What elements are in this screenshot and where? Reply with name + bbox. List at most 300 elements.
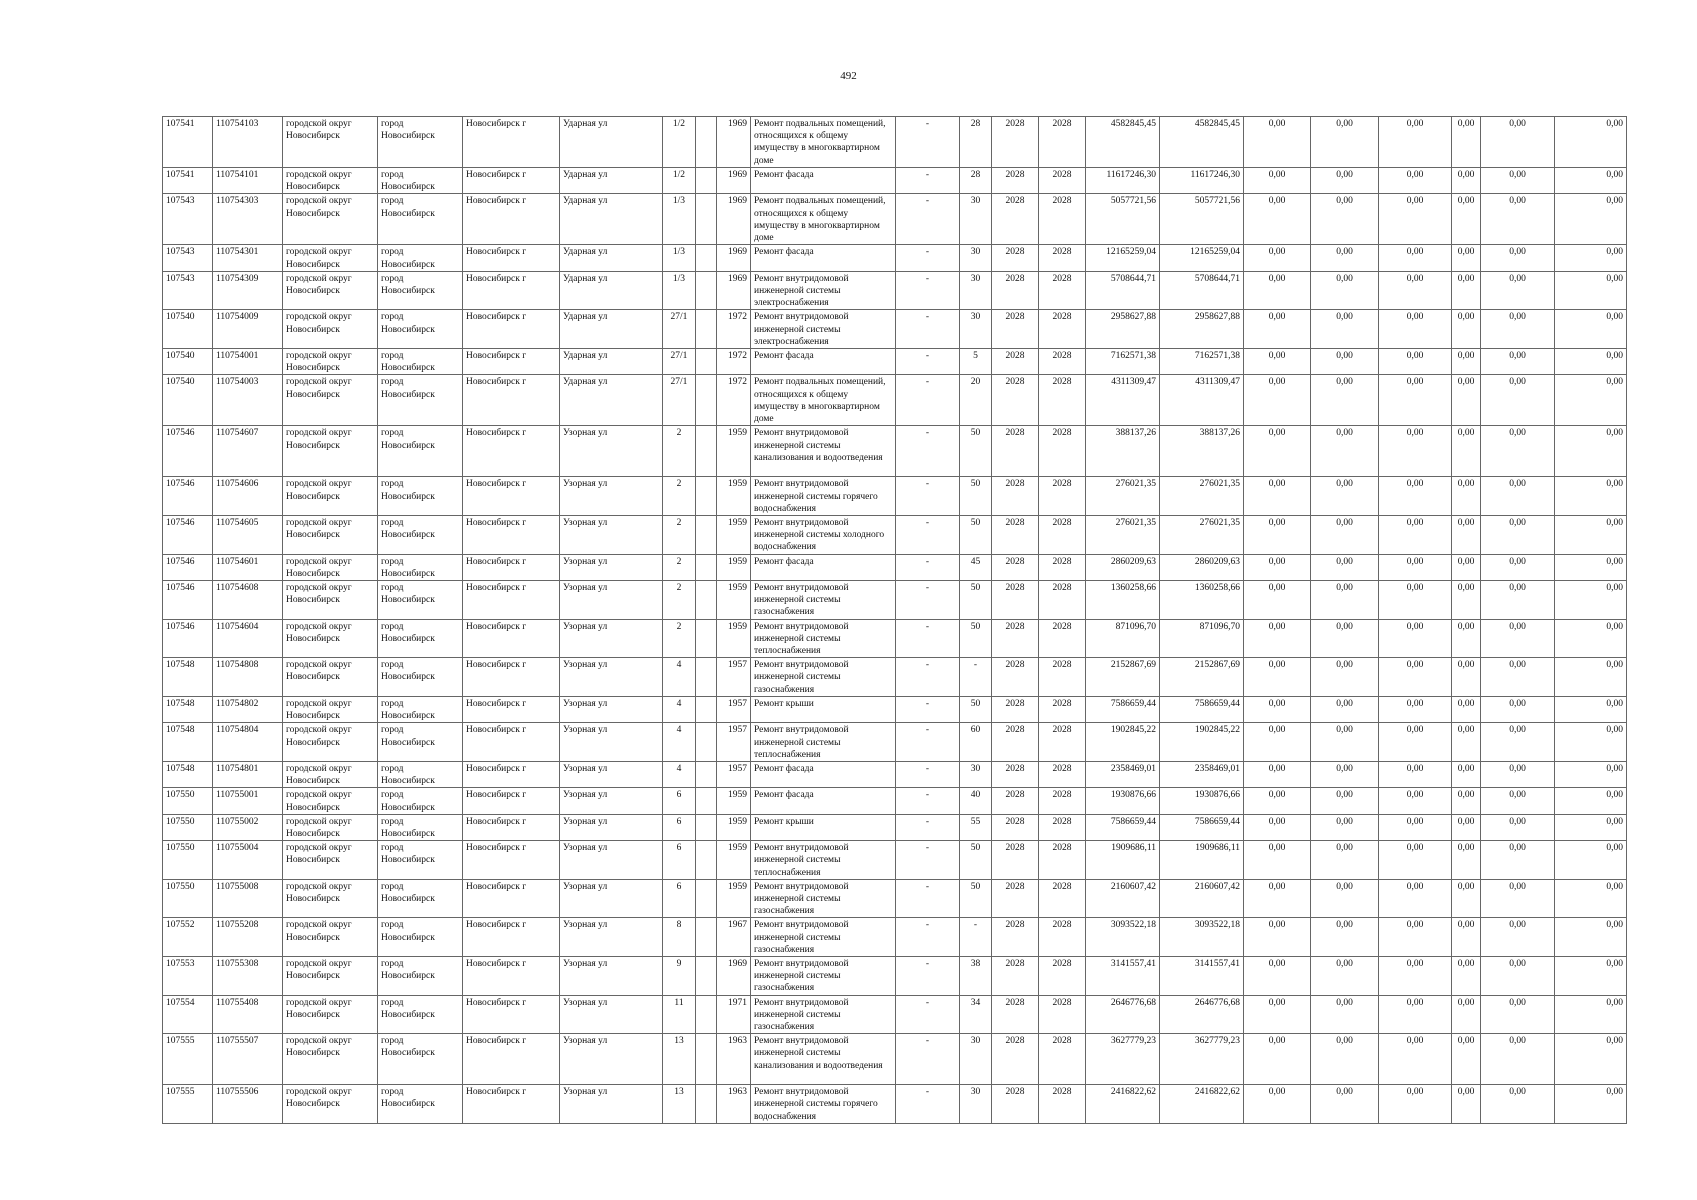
- cell-house: 27/1: [663, 375, 696, 426]
- cell-val-4: 0,00: [1452, 271, 1481, 310]
- cell-val-2: 0,00: [1311, 761, 1379, 787]
- cell-cost-total: 276021,35: [1086, 516, 1160, 555]
- cell-street: Ударная ул: [560, 310, 663, 349]
- cell-dash: -: [896, 375, 960, 426]
- cell-building: [696, 271, 717, 310]
- cell-dash: -: [896, 658, 960, 697]
- cell-item-id: 110755008: [213, 879, 283, 918]
- cell-wear: 34: [960, 995, 992, 1034]
- cell-plan-year-start: 2028: [992, 918, 1039, 957]
- cell-val-4: 0,00: [1452, 995, 1481, 1034]
- cell-plan-year-end: 2028: [1039, 117, 1086, 168]
- cell-house: 2: [663, 581, 696, 620]
- cell-work-type: Ремонт внутридомовой инженерной системы газоснабжения: [751, 658, 896, 697]
- cell-wear: 28: [960, 168, 992, 194]
- cell-val-3: 0,00: [1379, 477, 1452, 516]
- cell-wear: 30: [960, 271, 992, 310]
- cell-settlement: город Новосибирск: [378, 117, 463, 168]
- cell-city: Новосибирск г: [463, 245, 560, 271]
- cell-dash: -: [896, 477, 960, 516]
- cell-building: [696, 310, 717, 349]
- cell-val-5: 0,00: [1481, 995, 1555, 1034]
- table-row: [163, 245, 1627, 271]
- cell-reg-id: 107546: [163, 619, 213, 658]
- cell-house: 2: [663, 516, 696, 555]
- cell-val-4: 0,00: [1452, 1034, 1481, 1085]
- cell-year: 1957: [717, 761, 751, 787]
- cell-work-type: Ремонт внутридомовой инженерной системы электроснабжения: [751, 310, 896, 349]
- cell-val-2: 0,00: [1311, 1085, 1379, 1124]
- cell-dash: -: [896, 788, 960, 814]
- cell-val-3: 0,00: [1379, 194, 1452, 245]
- cell-dash: -: [896, 516, 960, 555]
- cell-settlement: город Новосибирск: [378, 477, 463, 516]
- cell-val-4: 0,00: [1452, 194, 1481, 245]
- cell-work-type: Ремонт внутридомовой инженерной системы теплоснабжения: [751, 723, 896, 762]
- cell-val-2: 0,00: [1311, 814, 1379, 840]
- cell-val-6: 0,00: [1555, 841, 1627, 880]
- cell-cost-total: 12165259,04: [1086, 245, 1160, 271]
- cell-work-type: Ремонт фасада: [751, 245, 896, 271]
- cell-work-type: Ремонт внутридомовой инженерной системы теплоснабжения: [751, 619, 896, 658]
- cell-settlement: город Новосибирск: [378, 696, 463, 722]
- cell-val-2: 0,00: [1311, 879, 1379, 918]
- cell-year: 1963: [717, 1085, 751, 1124]
- cell-val-1: 0,00: [1244, 619, 1311, 658]
- cell-work-type: Ремонт внутридомовой инженерной системы электроснабжения: [751, 271, 896, 310]
- cell-plan-year-start: 2028: [992, 310, 1039, 349]
- cell-val-3: 0,00: [1379, 375, 1452, 426]
- cell-val-2: 0,00: [1311, 477, 1379, 516]
- cell-plan-year-end: 2028: [1039, 349, 1086, 375]
- cell-plan-year-start: 2028: [992, 788, 1039, 814]
- cell-district: городской округ Новосибирск: [283, 879, 378, 918]
- cell-city: Новосибирск г: [463, 581, 560, 620]
- cell-plan-year-end: 2028: [1039, 918, 1086, 957]
- cell-district: городской округ Новосибирск: [283, 516, 378, 555]
- cell-val-5: 0,00: [1481, 117, 1555, 168]
- cell-wear: -: [960, 918, 992, 957]
- cell-val-6: 0,00: [1555, 375, 1627, 426]
- cell-val-2: 0,00: [1311, 516, 1379, 555]
- cell-building: [696, 619, 717, 658]
- cell-val-1: 0,00: [1244, 426, 1311, 477]
- cell-year: 1959: [717, 788, 751, 814]
- cell-plan-year-start: 2028: [992, 619, 1039, 658]
- cell-reg-id: 107541: [163, 168, 213, 194]
- cell-plan-year-end: 2028: [1039, 581, 1086, 620]
- cell-cost-fund: 1909686,11: [1160, 841, 1244, 880]
- cell-house: 6: [663, 879, 696, 918]
- cell-district: городской округ Новосибирск: [283, 658, 378, 697]
- cell-district: городской округ Новосибирск: [283, 696, 378, 722]
- cell-house: 4: [663, 723, 696, 762]
- cell-plan-year-start: 2028: [992, 349, 1039, 375]
- cell-val-1: 0,00: [1244, 245, 1311, 271]
- cell-val-3: 0,00: [1379, 841, 1452, 880]
- cell-house: 2: [663, 619, 696, 658]
- cell-reg-id: 107546: [163, 581, 213, 620]
- cell-item-id: 110754309: [213, 271, 283, 310]
- cell-val-1: 0,00: [1244, 879, 1311, 918]
- cell-val-2: 0,00: [1311, 788, 1379, 814]
- cell-wear: 50: [960, 426, 992, 477]
- cell-val-5: 0,00: [1481, 1085, 1555, 1124]
- cell-reg-id: 107540: [163, 349, 213, 375]
- cell-val-6: 0,00: [1555, 723, 1627, 762]
- cell-item-id: 110755308: [213, 956, 283, 995]
- cell-street: Ударная ул: [560, 194, 663, 245]
- cell-val-2: 0,00: [1311, 1034, 1379, 1085]
- cell-wear: 30: [960, 1085, 992, 1124]
- cell-city: Новосибирск г: [463, 956, 560, 995]
- cell-val-2: 0,00: [1311, 696, 1379, 722]
- cell-val-1: 0,00: [1244, 1034, 1311, 1085]
- cell-house: 9: [663, 956, 696, 995]
- cell-building: [696, 788, 717, 814]
- cell-work-type: Ремонт внутридомовой инженерной системы канализования и водоотведения: [751, 426, 896, 477]
- cell-item-id: 110755004: [213, 841, 283, 880]
- cell-item-id: 110754804: [213, 723, 283, 762]
- cell-cost-fund: 276021,35: [1160, 477, 1244, 516]
- cell-city: Новосибирск г: [463, 117, 560, 168]
- cell-val-4: 0,00: [1452, 814, 1481, 840]
- table-row: [163, 349, 1627, 375]
- cell-val-4: 0,00: [1452, 879, 1481, 918]
- cell-plan-year-start: 2028: [992, 271, 1039, 310]
- cell-work-type: Ремонт крыши: [751, 696, 896, 722]
- cell-work-type: Ремонт фасада: [751, 788, 896, 814]
- cell-val-5: 0,00: [1481, 375, 1555, 426]
- cell-work-type: Ремонт фасада: [751, 349, 896, 375]
- cell-settlement: город Новосибирск: [378, 554, 463, 580]
- cell-street: Узорная ул: [560, 581, 663, 620]
- cell-val-3: 0,00: [1379, 1085, 1452, 1124]
- cell-dash: -: [896, 761, 960, 787]
- cell-street: Узорная ул: [560, 619, 663, 658]
- cell-year: 1959: [717, 814, 751, 840]
- cell-cost-fund: 11617246,30: [1160, 168, 1244, 194]
- cell-cost-total: 388137,26: [1086, 426, 1160, 477]
- cell-city: Новосибирск г: [463, 723, 560, 762]
- cell-item-id: 110754607: [213, 426, 283, 477]
- cell-city: Новосибирск г: [463, 194, 560, 245]
- cell-dash: -: [896, 271, 960, 310]
- cell-item-id: 110754101: [213, 168, 283, 194]
- cell-street: Ударная ул: [560, 349, 663, 375]
- cell-building: [696, 516, 717, 555]
- cell-settlement: город Новосибирск: [378, 814, 463, 840]
- cell-dash: -: [896, 426, 960, 477]
- cell-val-3: 0,00: [1379, 761, 1452, 787]
- cell-cost-fund: 2152867,69: [1160, 658, 1244, 697]
- cell-district: городской округ Новосибирск: [283, 995, 378, 1034]
- cell-cost-total: 276021,35: [1086, 477, 1160, 516]
- cell-house: 11: [663, 995, 696, 1034]
- cell-house: 13: [663, 1085, 696, 1124]
- cell-house: 2: [663, 477, 696, 516]
- cell-cost-total: 3627779,23: [1086, 1034, 1160, 1085]
- cell-val-1: 0,00: [1244, 814, 1311, 840]
- cell-item-id: 110755506: [213, 1085, 283, 1124]
- cell-val-2: 0,00: [1311, 271, 1379, 310]
- cell-val-1: 0,00: [1244, 271, 1311, 310]
- cell-cost-total: 2416822,62: [1086, 1085, 1160, 1124]
- cell-val-3: 0,00: [1379, 995, 1452, 1034]
- cell-val-3: 0,00: [1379, 1034, 1452, 1085]
- cell-val-4: 0,00: [1452, 554, 1481, 580]
- cell-wear: 50: [960, 841, 992, 880]
- cell-val-5: 0,00: [1481, 426, 1555, 477]
- cell-city: Новосибирск г: [463, 658, 560, 697]
- cell-district: городской округ Новосибирск: [283, 814, 378, 840]
- cell-val-6: 0,00: [1555, 788, 1627, 814]
- cell-dash: -: [896, 814, 960, 840]
- cell-val-1: 0,00: [1244, 696, 1311, 722]
- cell-val-3: 0,00: [1379, 723, 1452, 762]
- cell-district: городской округ Новосибирск: [283, 194, 378, 245]
- cell-house: 1/3: [663, 271, 696, 310]
- table-row: [163, 194, 1627, 245]
- cell-street: Узорная ул: [560, 841, 663, 880]
- cell-street: Узорная ул: [560, 788, 663, 814]
- cell-year: 1969: [717, 271, 751, 310]
- cell-cost-total: 871096,70: [1086, 619, 1160, 658]
- cell-cost-fund: 7586659,44: [1160, 814, 1244, 840]
- cell-street: Узорная ул: [560, 723, 663, 762]
- cell-cost-total: 2860209,63: [1086, 554, 1160, 580]
- cell-cost-fund: 3627779,23: [1160, 1034, 1244, 1085]
- cell-val-4: 0,00: [1452, 723, 1481, 762]
- cell-cost-total: 2646776,68: [1086, 995, 1160, 1034]
- cell-plan-year-start: 2028: [992, 1034, 1039, 1085]
- cell-reg-id: 107543: [163, 245, 213, 271]
- cell-dash: -: [896, 310, 960, 349]
- table-row: [163, 581, 1627, 620]
- cell-settlement: город Новосибирск: [378, 723, 463, 762]
- cell-val-3: 0,00: [1379, 658, 1452, 697]
- cell-building: [696, 426, 717, 477]
- cell-cost-total: 5708644,71: [1086, 271, 1160, 310]
- cell-val-1: 0,00: [1244, 761, 1311, 787]
- cell-val-3: 0,00: [1379, 879, 1452, 918]
- cell-settlement: город Новосибирск: [378, 349, 463, 375]
- table-row: [163, 271, 1627, 310]
- cell-val-2: 0,00: [1311, 658, 1379, 697]
- cell-val-3: 0,00: [1379, 168, 1452, 194]
- cell-dash: -: [896, 995, 960, 1034]
- cell-house: 1/2: [663, 117, 696, 168]
- cell-street: Узорная ул: [560, 918, 663, 957]
- cell-cost-total: 3141557,41: [1086, 956, 1160, 995]
- cell-reg-id: 107548: [163, 658, 213, 697]
- cell-work-type: Ремонт внутридомовой инженерной системы горячего водоснабжения: [751, 477, 896, 516]
- cell-plan-year-start: 2028: [992, 554, 1039, 580]
- cell-city: Новосибирск г: [463, 516, 560, 555]
- cell-building: [696, 245, 717, 271]
- cell-street: Узорная ул: [560, 696, 663, 722]
- cell-cost-total: 2358469,01: [1086, 761, 1160, 787]
- cell-year: 1967: [717, 918, 751, 957]
- cell-reg-id: 107555: [163, 1034, 213, 1085]
- cell-street: Узорная ул: [560, 995, 663, 1034]
- cell-cost-fund: 1930876,66: [1160, 788, 1244, 814]
- cell-settlement: город Новосибирск: [378, 271, 463, 310]
- cell-val-5: 0,00: [1481, 918, 1555, 957]
- cell-settlement: город Новосибирск: [378, 194, 463, 245]
- cell-settlement: город Новосибирск: [378, 426, 463, 477]
- cell-dash: -: [896, 696, 960, 722]
- cell-val-5: 0,00: [1481, 879, 1555, 918]
- cell-year: 1959: [717, 879, 751, 918]
- cell-cost-fund: 2358469,01: [1160, 761, 1244, 787]
- cell-building: [696, 658, 717, 697]
- cell-val-4: 0,00: [1452, 696, 1481, 722]
- cell-val-3: 0,00: [1379, 310, 1452, 349]
- cell-val-6: 0,00: [1555, 194, 1627, 245]
- cell-plan-year-end: 2028: [1039, 879, 1086, 918]
- cell-plan-year-end: 2028: [1039, 995, 1086, 1034]
- cell-settlement: город Новосибирск: [378, 658, 463, 697]
- cell-val-2: 0,00: [1311, 245, 1379, 271]
- cell-val-2: 0,00: [1311, 956, 1379, 995]
- table-row: [163, 761, 1627, 787]
- cell-year: 1959: [717, 477, 751, 516]
- cell-cost-fund: 5057721,56: [1160, 194, 1244, 245]
- cell-dash: -: [896, 349, 960, 375]
- cell-cost-fund: 2646776,68: [1160, 995, 1244, 1034]
- cell-cost-total: 7162571,38: [1086, 349, 1160, 375]
- cell-val-2: 0,00: [1311, 194, 1379, 245]
- cell-settlement: город Новосибирск: [378, 516, 463, 555]
- cell-plan-year-end: 2028: [1039, 245, 1086, 271]
- cell-dash: -: [896, 841, 960, 880]
- cell-plan-year-end: 2028: [1039, 168, 1086, 194]
- cell-plan-year-start: 2028: [992, 956, 1039, 995]
- cell-plan-year-end: 2028: [1039, 271, 1086, 310]
- cell-item-id: 110754604: [213, 619, 283, 658]
- cell-reg-id: 107548: [163, 723, 213, 762]
- cell-val-2: 0,00: [1311, 117, 1379, 168]
- cell-item-id: 110754802: [213, 696, 283, 722]
- cell-plan-year-start: 2028: [992, 194, 1039, 245]
- cell-settlement: город Новосибирск: [378, 619, 463, 658]
- cell-city: Новосибирск г: [463, 168, 560, 194]
- cell-street: Узорная ул: [560, 761, 663, 787]
- cell-cost-total: 1909686,11: [1086, 841, 1160, 880]
- cell-street: Узорная ул: [560, 516, 663, 555]
- cell-val-3: 0,00: [1379, 696, 1452, 722]
- cell-house: 1/3: [663, 194, 696, 245]
- cell-item-id: 110755408: [213, 995, 283, 1034]
- cell-city: Новосибирск г: [463, 349, 560, 375]
- cell-val-5: 0,00: [1481, 477, 1555, 516]
- cell-house: 4: [663, 761, 696, 787]
- cell-district: городской округ Новосибирск: [283, 349, 378, 375]
- cell-val-2: 0,00: [1311, 349, 1379, 375]
- cell-val-2: 0,00: [1311, 168, 1379, 194]
- cell-city: Новосибирск г: [463, 1034, 560, 1085]
- cell-item-id: 110754009: [213, 310, 283, 349]
- cell-val-2: 0,00: [1311, 723, 1379, 762]
- cell-district: городской округ Новосибирск: [283, 619, 378, 658]
- cell-val-6: 0,00: [1555, 761, 1627, 787]
- cell-wear: 50: [960, 516, 992, 555]
- cell-district: городской округ Новосибирск: [283, 956, 378, 995]
- cell-val-3: 0,00: [1379, 117, 1452, 168]
- cell-cost-fund: 2958627,88: [1160, 310, 1244, 349]
- cell-street: Узорная ул: [560, 814, 663, 840]
- cell-val-1: 0,00: [1244, 168, 1311, 194]
- table-row: [163, 310, 1627, 349]
- cell-val-4: 0,00: [1452, 349, 1481, 375]
- cell-wear: 30: [960, 1034, 992, 1085]
- cell-val-1: 0,00: [1244, 516, 1311, 555]
- table-row: [163, 841, 1627, 880]
- cell-street: Ударная ул: [560, 117, 663, 168]
- cell-city: Новосибирск г: [463, 554, 560, 580]
- cell-reg-id: 107552: [163, 918, 213, 957]
- cell-work-type: Ремонт внутридомовой инженерной системы горячего водоснабжения: [751, 1085, 896, 1124]
- cell-dash: -: [896, 245, 960, 271]
- cell-val-6: 0,00: [1555, 426, 1627, 477]
- cell-val-4: 0,00: [1452, 761, 1481, 787]
- cell-val-2: 0,00: [1311, 918, 1379, 957]
- cell-building: [696, 117, 717, 168]
- cell-plan-year-end: 2028: [1039, 814, 1086, 840]
- cell-house: 8: [663, 918, 696, 957]
- cell-building: [696, 554, 717, 580]
- table-row: [163, 723, 1627, 762]
- cell-plan-year-end: 2028: [1039, 841, 1086, 880]
- cell-val-6: 0,00: [1555, 1085, 1627, 1124]
- cell-wear: 30: [960, 245, 992, 271]
- cell-year: 1959: [717, 581, 751, 620]
- cell-house: 13: [663, 1034, 696, 1085]
- cell-cost-total: 1360258,66: [1086, 581, 1160, 620]
- cell-plan-year-end: 2028: [1039, 788, 1086, 814]
- cell-reg-id: 107550: [163, 788, 213, 814]
- cell-house: 2: [663, 554, 696, 580]
- cell-val-3: 0,00: [1379, 581, 1452, 620]
- cell-val-2: 0,00: [1311, 375, 1379, 426]
- cell-val-5: 0,00: [1481, 696, 1555, 722]
- cell-plan-year-end: 2028: [1039, 761, 1086, 787]
- cell-street: Узорная ул: [560, 426, 663, 477]
- cell-plan-year-start: 2028: [992, 426, 1039, 477]
- cell-house: 1/3: [663, 245, 696, 271]
- cell-val-1: 0,00: [1244, 995, 1311, 1034]
- cell-city: Новосибирск г: [463, 1085, 560, 1124]
- cell-plan-year-end: 2028: [1039, 426, 1086, 477]
- cell-work-type: Ремонт внутридомовой инженерной системы газоснабжения: [751, 918, 896, 957]
- capital-repair-table: [162, 116, 1627, 1124]
- cell-val-5: 0,00: [1481, 761, 1555, 787]
- cell-cost-fund: 7162571,38: [1160, 349, 1244, 375]
- cell-dash: -: [896, 117, 960, 168]
- cell-val-1: 0,00: [1244, 956, 1311, 995]
- cell-building: [696, 696, 717, 722]
- cell-val-4: 0,00: [1452, 1085, 1481, 1124]
- cell-val-5: 0,00: [1481, 168, 1555, 194]
- cell-work-type: Ремонт крыши: [751, 814, 896, 840]
- cell-item-id: 110755507: [213, 1034, 283, 1085]
- cell-plan-year-start: 2028: [992, 477, 1039, 516]
- cell-item-id: 110755001: [213, 788, 283, 814]
- cell-settlement: город Новосибирск: [378, 1034, 463, 1085]
- cell-building: [696, 761, 717, 787]
- cell-cost-fund: 1360258,66: [1160, 581, 1244, 620]
